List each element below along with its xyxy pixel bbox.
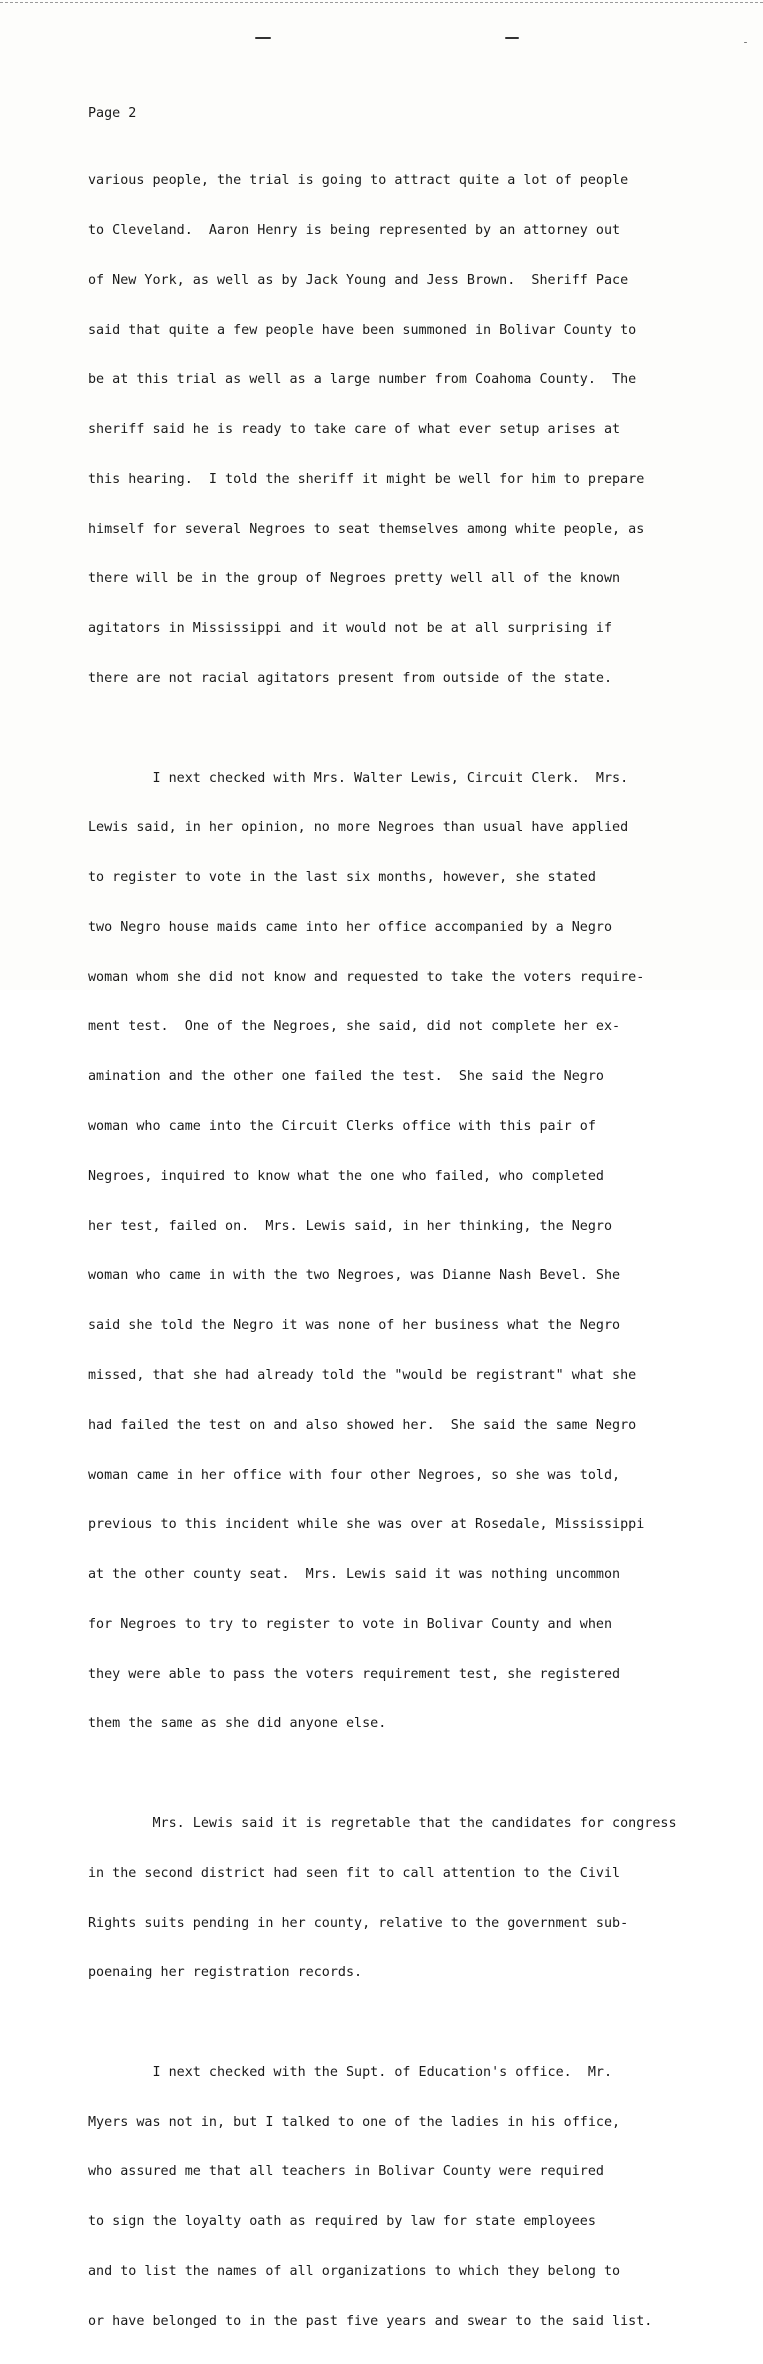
text-line: and to list the names of all organizations to which they belong to [88, 2264, 621, 2279]
text-line: previous to this incident while she was over at Rosedale, Mississippi [88, 1517, 645, 1533]
text-line: there are not racial agitators present from outside of the state. [88, 671, 613, 686]
text-line: said that quite a few people have been summoned in Bolivar County to [88, 322, 637, 338]
text-line: Mrs. Lewis said it is regretable that the candidates for congress [88, 1815, 677, 1831]
text-line: had failed the test on and also showed her. She said the same Negro [88, 1417, 637, 1433]
text-line: be at this trial as well as a large number from Coahoma County. The [88, 372, 637, 388]
text-line: agitators in Mississippi and it would not be at all surprising if [88, 621, 613, 637]
text-line: said she told the Negro it was none of her business what the Negro [88, 1318, 621, 1334]
text-line: to register to vote in the last six months, however, she stated [88, 870, 596, 886]
text-line: woman who came in with the two Negroes, was Dianne Nash Bevel. She [88, 1268, 621, 1284]
text-line: in the second district had seen fit to call attention to the Civil [88, 1865, 621, 1881]
text-line: amination and the other one failed the test. She said the Negro [88, 1069, 604, 1085]
text-line: Myers was not in, but I talked to one of the ladies in his office, [88, 2114, 621, 2130]
text-line: ment test. One of the Negroes, she said, did not complete her ex- [88, 1019, 621, 1035]
text-line: who assured me that all teachers in Bolivar County were required [88, 2164, 604, 2180]
text-line: missed, that she had already told the "would be registrant" what she [88, 1367, 637, 1383]
text-line: of New York, as well as by Jack Young and Jess Brown. Sheriff Pace [88, 272, 629, 288]
paragraph [88, 1783, 748, 2015]
text-line: two Negro house maids came into her office accompanied by a Negro [88, 919, 613, 935]
text-line: to sign the loyalty oath as required by law for state employees [88, 2214, 596, 2230]
text-line: woman came in her office with four other Negroes, so she was told, [88, 1467, 621, 1483]
text-line: them the same as she did anyone else. [88, 1716, 387, 1732]
scan-artifact-mark [744, 42, 747, 43]
text-line: her test, failed on. Mrs. Lewis said, in her thinking, the Negro [88, 1218, 613, 1234]
text-line: to Cleveland. Aaron Henry is being represented by an attorney out [88, 222, 621, 238]
text-line: woman who came into the Circuit Clerks office with this pair of [88, 1119, 596, 1135]
paragraph [88, 737, 748, 1766]
document-body [88, 140, 748, 2364]
text-line: or have belonged to in the past five years and swear to the said list. [88, 2313, 653, 2329]
perforation-edge [0, 2, 763, 3]
text-line: sheriff said he is ready to take care of what ever setup arises at [88, 422, 621, 438]
text-line: woman whom she did not know and requested to take the voters require- [88, 969, 645, 985]
text-line: this hearing. I told the sheriff it might be well for him to prepare [88, 471, 645, 487]
text-line: they were able to pass the voters requirement test, she registered [88, 1666, 621, 1682]
text-line: various people, the trial is going to attract quite a lot of people [88, 173, 629, 189]
text-line: I next checked with the Supt. of Education's office. Mr. [88, 2064, 613, 2080]
text-line: Rights suits pending in her county, relative to the government sub- [88, 1915, 629, 1931]
scan-artifact-mark [255, 37, 271, 39]
text-line: at the other county seat. Mrs. Lewis said it was nothing uncommon [88, 1567, 621, 1583]
text-line: poenaing her registration records. [88, 1965, 363, 1981]
text-line: there will be in the group of Negroes pretty well all of the known [88, 571, 621, 587]
text-line: Negroes, inquired to know what the one who failed, who completed [88, 1168, 604, 1184]
page-number: Page 2 [88, 106, 137, 121]
paragraph [88, 140, 748, 721]
text-line: for Negroes to try to register to vote in Bolivar County and when [88, 1616, 613, 1632]
text-line: I next checked with Mrs. Walter Lewis, Circuit Clerk. Mrs. [88, 770, 629, 786]
scan-artifact-mark [505, 37, 519, 39]
text-line: Lewis said, in her opinion, no more Negroes than usual have applied [88, 820, 629, 836]
text-line: himself for several Negroes to seat themselves among white people, as [88, 521, 645, 537]
paragraph [88, 2032, 748, 2364]
